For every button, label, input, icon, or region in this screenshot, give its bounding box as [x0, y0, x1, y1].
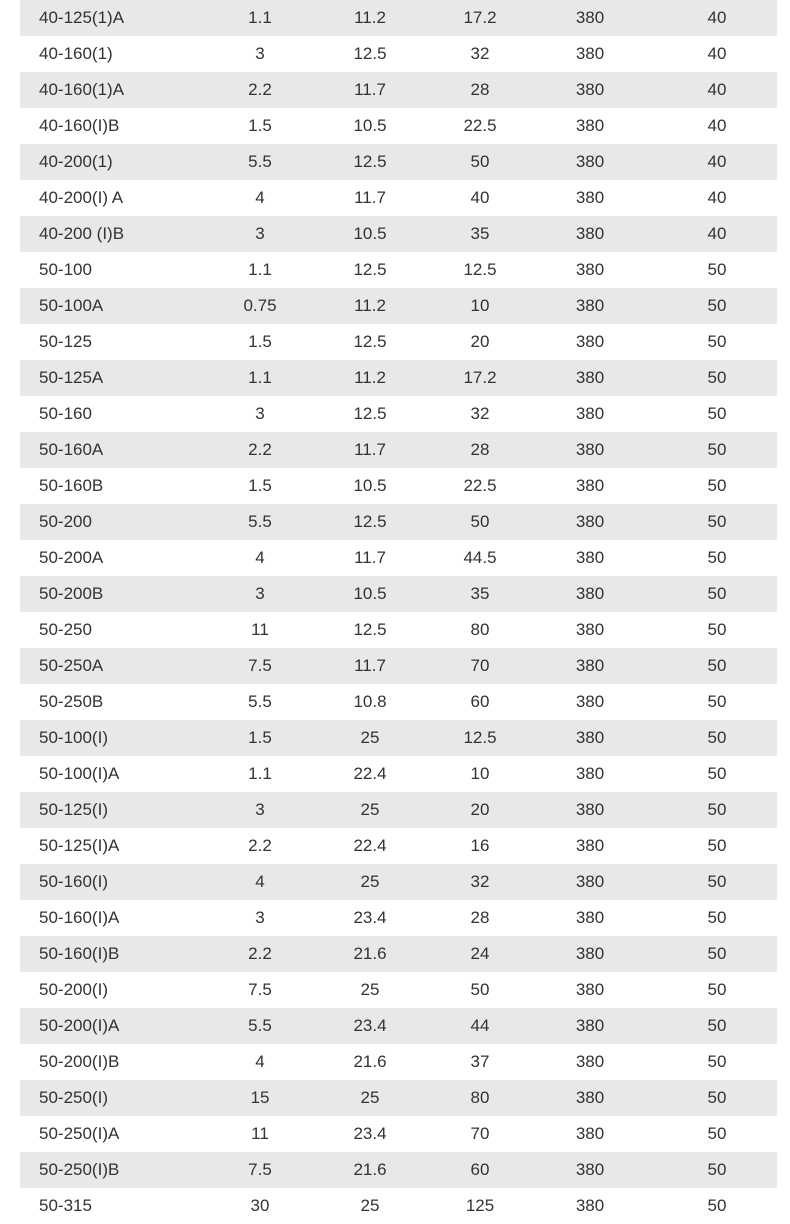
head-cell: 35 [470, 224, 490, 243]
table-row [20, 324, 777, 360]
flow-cell: 12.5 [353, 404, 387, 423]
head-cell: 22.5 [463, 476, 497, 495]
head-cell: 32 [470, 44, 490, 63]
diameter-cell: 50 [707, 296, 727, 315]
model-cell: 50-100A [39, 296, 104, 315]
diameter-cell: 50 [707, 764, 727, 783]
table-row [20, 864, 777, 900]
diameter-cell: 50 [707, 260, 727, 279]
flow-cell: 12.5 [353, 620, 387, 639]
flow-cell: 10.5 [353, 584, 387, 603]
diameter-cell: 40 [707, 8, 727, 27]
flow-cell: 11.7 [354, 188, 386, 207]
model-cell: 40-160(1) [39, 44, 113, 63]
flow-cell: 25 [360, 728, 380, 747]
flow-cell: 22.4 [353, 764, 387, 783]
flow-cell: 12.5 [353, 332, 387, 351]
flow-cell: 10.5 [353, 116, 387, 135]
model-cell: 40-160(1)A [39, 80, 125, 99]
table-row [20, 108, 777, 144]
table-row [20, 72, 777, 108]
diameter-cell: 50 [707, 1016, 727, 1035]
table-row [20, 1152, 777, 1188]
diameter-cell: 50 [707, 1088, 727, 1107]
model-cell: 50-250(I)A [39, 1124, 120, 1143]
table-row [20, 936, 777, 972]
table-row [20, 756, 777, 792]
voltage-cell: 380 [575, 476, 605, 495]
head-cell: 12.5 [463, 260, 497, 279]
head-cell: 16 [470, 836, 490, 855]
diameter-cell: 50 [707, 728, 727, 747]
flow-cell: 12.5 [353, 260, 387, 279]
power-cell: 1.5 [248, 116, 272, 135]
power-cell: 7.5 [248, 1160, 272, 1179]
flow-cell: 23.4 [353, 1016, 387, 1035]
table-row [20, 900, 777, 936]
voltage-cell: 380 [575, 548, 605, 567]
flow-cell: 11.2 [354, 368, 386, 387]
power-cell: 2.2 [248, 944, 272, 963]
flow-cell: 21.6 [353, 1052, 387, 1071]
power-cell: 1.1 [248, 8, 272, 27]
table-row [20, 396, 777, 432]
table-row [20, 648, 777, 684]
flow-cell: 25 [360, 980, 380, 999]
flow-cell: 25 [360, 872, 380, 891]
model-cell: 50-160 [39, 404, 92, 423]
table-row [20, 1044, 777, 1080]
power-cell: 2.2 [248, 80, 272, 99]
model-cell: 50-100 [39, 260, 92, 279]
power-cell: 1.5 [248, 332, 272, 351]
power-cell: 5.5 [248, 1016, 272, 1035]
table-row [20, 288, 777, 324]
diameter-cell: 50 [707, 584, 727, 603]
flow-cell: 12.5 [353, 44, 387, 63]
voltage-cell: 380 [575, 44, 605, 63]
voltage-cell: 380 [575, 656, 605, 675]
power-cell: 2.2 [248, 440, 272, 459]
head-cell: 28 [470, 80, 490, 99]
voltage-cell: 380 [575, 332, 605, 351]
head-cell: 35 [470, 584, 490, 603]
head-cell: 17.2 [463, 368, 497, 387]
diameter-cell: 50 [707, 1052, 727, 1071]
model-cell: 50-200B [39, 584, 104, 603]
model-cell: 50-160(I)B [39, 944, 120, 963]
head-cell: 12.5 [463, 728, 497, 747]
table-row [20, 1188, 777, 1224]
flow-cell: 11.7 [354, 80, 386, 99]
head-cell: 20 [470, 800, 490, 819]
voltage-cell: 380 [575, 728, 605, 747]
voltage-cell: 380 [575, 152, 605, 171]
voltage-cell: 380 [575, 1088, 605, 1107]
head-cell: 10 [470, 764, 490, 783]
flow-cell: 11.2 [354, 296, 386, 315]
head-cell: 20 [470, 332, 490, 351]
voltage-cell: 380 [575, 584, 605, 603]
model-cell: 50-250B [39, 692, 104, 711]
flow-cell: 11.2 [354, 8, 386, 27]
power-cell: 4 [255, 872, 265, 891]
diameter-cell: 50 [707, 332, 727, 351]
table-row [20, 36, 777, 72]
flow-cell: 23.4 [353, 908, 387, 927]
table-row [20, 1008, 777, 1044]
table-row [20, 1116, 777, 1152]
model-cell: 40-200 (I)B [39, 224, 125, 243]
model-cell: 50-125(I) [39, 800, 108, 819]
diameter-cell: 50 [707, 512, 727, 531]
voltage-cell: 380 [575, 80, 605, 99]
flow-cell: 21.6 [353, 944, 387, 963]
voltage-cell: 380 [575, 944, 605, 963]
flow-cell: 10.8 [353, 692, 387, 711]
head-cell: 80 [470, 1088, 490, 1107]
flow-cell: 10.5 [353, 476, 387, 495]
model-cell: 40-160(I)B [39, 116, 120, 135]
flow-cell: 23.4 [353, 1124, 387, 1143]
power-cell: 11 [251, 620, 269, 639]
voltage-cell: 380 [575, 368, 605, 387]
head-cell: 80 [470, 620, 490, 639]
diameter-cell: 40 [707, 116, 727, 135]
head-cell: 50 [470, 980, 490, 999]
table-row [20, 1080, 777, 1116]
head-cell: 44 [470, 1016, 490, 1035]
diameter-cell: 40 [707, 224, 727, 243]
voltage-cell: 380 [575, 260, 605, 279]
flow-cell: 25 [360, 800, 380, 819]
voltage-cell: 380 [575, 620, 605, 639]
diameter-cell: 50 [707, 908, 727, 927]
model-cell: 50-160(I)A [39, 908, 120, 927]
power-cell: 1.5 [248, 728, 272, 747]
diameter-cell: 50 [707, 800, 727, 819]
flow-cell: 12.5 [353, 512, 387, 531]
table-row [20, 540, 777, 576]
diameter-cell: 40 [707, 44, 727, 63]
head-cell: 28 [470, 440, 490, 459]
head-cell: 60 [470, 1160, 490, 1179]
flow-cell: 22.4 [353, 836, 387, 855]
table-row [20, 360, 777, 396]
head-cell: 22.5 [463, 116, 497, 135]
table-row [20, 684, 777, 720]
model-cell: 40-200(1) [39, 152, 113, 171]
voltage-cell: 380 [575, 1124, 605, 1143]
table-row [20, 972, 777, 1008]
power-cell: 4 [255, 1052, 265, 1071]
model-cell: 50-315 [39, 1196, 92, 1215]
power-cell: 30 [250, 1196, 270, 1215]
power-cell: 11 [251, 1124, 269, 1143]
power-cell: 3 [255, 800, 265, 819]
voltage-cell: 380 [575, 1196, 605, 1215]
diameter-cell: 50 [707, 440, 727, 459]
head-cell: 24 [470, 944, 490, 963]
head-cell: 50 [470, 152, 490, 171]
diameter-cell: 50 [707, 656, 727, 675]
power-cell: 4 [255, 188, 265, 207]
power-cell: 4 [255, 548, 265, 567]
diameter-cell: 50 [707, 368, 727, 387]
diameter-cell: 50 [707, 476, 727, 495]
table-row [20, 792, 777, 828]
power-cell: 15 [250, 1088, 270, 1107]
power-cell: 7.5 [248, 980, 272, 999]
voltage-cell: 380 [575, 692, 605, 711]
diameter-cell: 40 [707, 188, 727, 207]
diameter-cell: 50 [707, 1124, 727, 1143]
head-cell: 40 [470, 188, 490, 207]
diameter-cell: 50 [707, 692, 727, 711]
model-cell: 50-100(I) [39, 728, 108, 747]
model-cell: 40-200(I) A [39, 188, 124, 207]
power-cell: 1.1 [248, 368, 272, 387]
model-cell: 50-125A [39, 368, 104, 387]
voltage-cell: 380 [575, 800, 605, 819]
power-cell: 3 [255, 404, 265, 423]
voltage-cell: 380 [575, 8, 605, 27]
model-cell: 50-200(I)A [39, 1016, 120, 1035]
table-row [20, 828, 777, 864]
head-cell: 32 [470, 872, 490, 891]
voltage-cell: 380 [575, 764, 605, 783]
power-cell: 7.5 [248, 656, 272, 675]
model-cell: 50-200(I)B [39, 1052, 120, 1071]
power-cell: 3 [255, 224, 265, 243]
power-cell: 2.2 [248, 836, 272, 855]
power-cell: 1.1 [248, 260, 272, 279]
flow-cell: 11.7 [354, 440, 386, 459]
voltage-cell: 380 [575, 1160, 605, 1179]
voltage-cell: 380 [575, 980, 605, 999]
flow-cell: 25 [360, 1088, 380, 1107]
table-row [20, 720, 777, 756]
power-cell: 5.5 [248, 152, 272, 171]
flow-cell: 12.5 [353, 152, 387, 171]
model-cell: 50-200A [39, 548, 104, 567]
power-cell: 5.5 [248, 512, 272, 531]
spec-table [20, 0, 777, 1224]
head-cell: 10 [470, 296, 490, 315]
voltage-cell: 380 [575, 296, 605, 315]
model-cell: 50-200 [39, 512, 92, 531]
model-cell: 50-125 [39, 332, 92, 351]
table-row [20, 468, 777, 504]
table-row [20, 144, 777, 180]
diameter-cell: 50 [707, 980, 727, 999]
table-row [20, 0, 777, 36]
head-cell: 70 [470, 1124, 490, 1143]
diameter-cell: 50 [707, 548, 727, 567]
model-cell: 50-125(I)A [39, 836, 120, 855]
table-row [20, 216, 777, 252]
table-row [20, 504, 777, 540]
head-cell: 32 [470, 404, 490, 423]
voltage-cell: 380 [575, 440, 605, 459]
diameter-cell: 40 [707, 152, 727, 171]
table-row [20, 432, 777, 468]
head-cell: 37 [470, 1052, 490, 1071]
power-cell: 0.75 [243, 296, 277, 315]
model-cell: 40-125(1)A [39, 8, 125, 27]
flow-cell: 25 [360, 1196, 380, 1215]
diameter-cell: 50 [707, 836, 727, 855]
flow-cell: 11.7 [354, 548, 386, 567]
voltage-cell: 380 [575, 512, 605, 531]
voltage-cell: 380 [575, 836, 605, 855]
power-cell: 3 [255, 584, 265, 603]
voltage-cell: 380 [575, 188, 605, 207]
power-cell: 1.1 [248, 764, 272, 783]
voltage-cell: 380 [575, 404, 605, 423]
voltage-cell: 380 [575, 116, 605, 135]
model-cell: 50-160B [39, 476, 104, 495]
voltage-cell: 380 [575, 908, 605, 927]
voltage-cell: 380 [575, 872, 605, 891]
model-cell: 50-250 [39, 620, 92, 639]
model-cell: 50-250(I)B [39, 1160, 120, 1179]
model-cell: 50-160(I) [39, 872, 108, 891]
table-row [20, 612, 777, 648]
voltage-cell: 380 [575, 1052, 605, 1071]
head-cell: 70 [470, 656, 490, 675]
head-cell: 28 [470, 908, 490, 927]
head-cell: 60 [470, 692, 490, 711]
power-cell: 1.5 [248, 476, 272, 495]
head-cell: 125 [465, 1196, 495, 1215]
model-cell: 50-250A [39, 656, 104, 675]
power-cell: 3 [255, 908, 265, 927]
model-cell: 50-200(I) [39, 980, 108, 999]
table-row [20, 180, 777, 216]
model-cell: 50-160A [39, 440, 104, 459]
diameter-cell: 50 [707, 872, 727, 891]
head-cell: 50 [470, 512, 490, 531]
diameter-cell: 40 [707, 80, 727, 99]
diameter-cell: 50 [707, 944, 727, 963]
power-cell: 3 [255, 44, 265, 63]
diameter-cell: 50 [707, 1160, 727, 1179]
table-row [20, 252, 777, 288]
model-cell: 50-100(I)A [39, 764, 120, 783]
flow-cell: 10.5 [353, 224, 387, 243]
voltage-cell: 380 [575, 1016, 605, 1035]
head-cell: 44.5 [463, 548, 497, 567]
diameter-cell: 50 [707, 404, 727, 423]
flow-cell: 21.6 [353, 1160, 387, 1179]
voltage-cell: 380 [575, 224, 605, 243]
flow-cell: 11.7 [354, 656, 386, 675]
power-cell: 5.5 [248, 692, 272, 711]
diameter-cell: 50 [707, 620, 727, 639]
model-cell: 50-250(I) [39, 1088, 108, 1107]
head-cell: 17.2 [463, 8, 497, 27]
diameter-cell: 50 [707, 1196, 727, 1215]
table-row [20, 576, 777, 612]
